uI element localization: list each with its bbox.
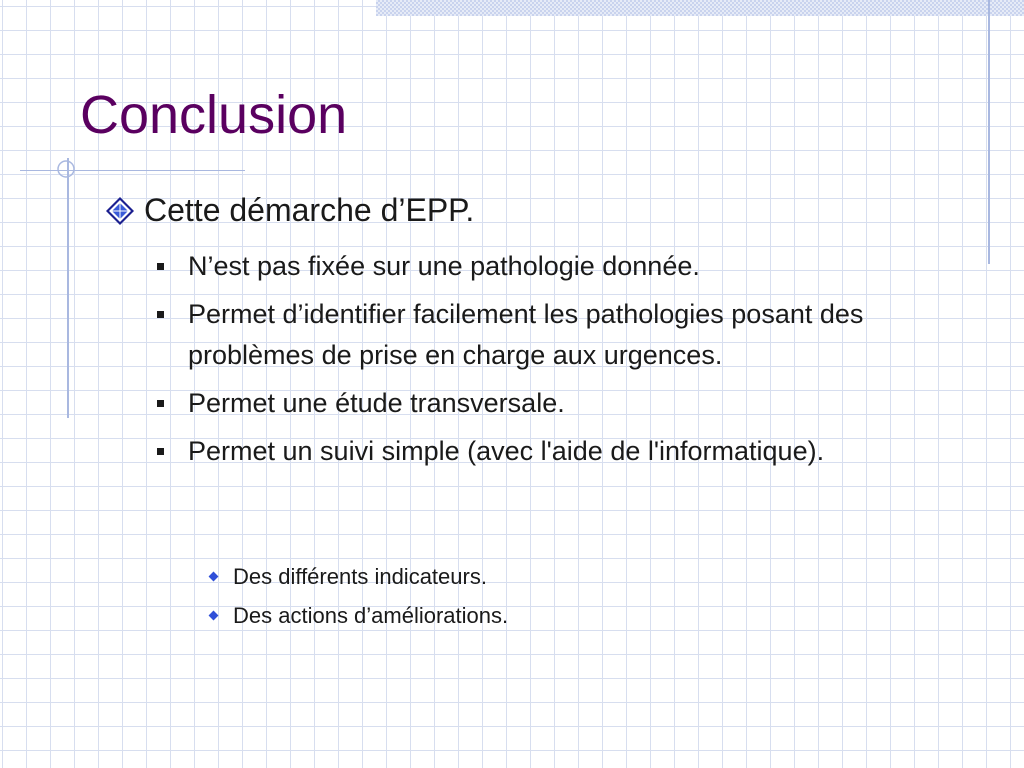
sub-sub-bullet-text: Des actions d’améliorations. [233, 603, 509, 628]
sub-bullet-item [155, 431, 915, 472]
sub-sub-bullet-item [208, 600, 508, 632]
sub-bullet-text: Permet d’identifier facilement les pathologies posant des problèmes de prise en charge aux urgences. [188, 299, 864, 370]
sub-bullet-item [155, 383, 915, 424]
small-diamond-bullet-icon [209, 572, 219, 582]
sub-sub-bullet-item [208, 561, 508, 593]
sub-sub-bullet-list [208, 561, 508, 639]
main-bullet-text: Cette démarche d’EPP. [144, 192, 475, 228]
small-diamond-bullet-icon [209, 611, 219, 621]
sub-bullet-list [155, 246, 915, 479]
title-underline-rule [20, 170, 245, 171]
left-vertical-rule [67, 158, 69, 418]
square-bullet-icon [157, 311, 164, 318]
sub-bullet-text: Permet une étude transversale. [188, 388, 565, 418]
diamond-bullet-icon [104, 195, 136, 227]
right-vertical-rule [988, 0, 990, 264]
square-bullet-icon [157, 263, 164, 270]
square-bullet-icon [157, 400, 164, 407]
sub-bullet-item [155, 246, 915, 287]
sub-sub-bullet-text: Des différents indicateurs. [233, 564, 487, 589]
sub-bullet-text: N’est pas fixée sur une pathologie donnée. [188, 251, 700, 281]
square-bullet-icon [157, 448, 164, 455]
crosshair-icon [56, 159, 76, 179]
top-decorative-band [376, 0, 1024, 16]
sub-bullet-text: Permet un suivi simple (avec l'aide de l'informatique). [188, 436, 825, 466]
slide-title: Conclusion [80, 85, 348, 145]
sub-bullet-item [155, 294, 915, 376]
main-bullet-point [104, 192, 474, 229]
